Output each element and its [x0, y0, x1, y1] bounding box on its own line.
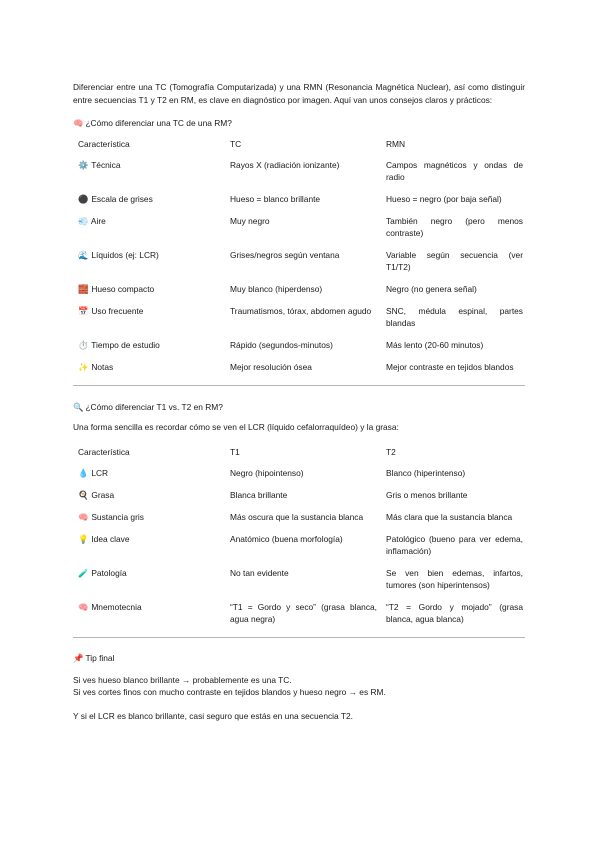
table-row: 💡 Idea clave Anatómico (buena morfología) Patológico (bueno para ver edema, inflamación)	[78, 534, 523, 556]
table-row: 💨 Aire Muy negro También negro (pero menos contraste)	[78, 216, 523, 238]
document-page	[73, 81, 525, 722]
wave-icon: 🌊	[78, 250, 89, 260]
sparkles-icon: ✨	[78, 362, 89, 372]
header-cell: Característica	[78, 447, 130, 457]
tip-line-2: Si ves cortes finos con mucho contraste en tejidos blandos y hueso negro → es RM.	[73, 687, 386, 697]
table-row: 📅 Uso frecuente Traumatismos, tórax, abdomen agudo SNC, médula espinal, partes blandas	[78, 306, 523, 328]
brain-icon: 🧠	[73, 118, 84, 128]
table-row: ⚙️ Técnica Rayos X (radiación ionizante) Campos magnéticos y ondas de radio	[78, 160, 523, 182]
table-row: ⚫ Escala de grises Hueso = blanco brillante Hueso = negro (por baja señal)	[78, 194, 502, 204]
brain-icon: 🧠	[78, 512, 89, 522]
t1-vs-t2-table	[73, 441, 525, 635]
brick-icon: 🧱	[78, 284, 89, 294]
header-cell: RMN	[386, 139, 406, 149]
section-divider	[73, 637, 525, 638]
table-row: 🧪 Patología No tan evidente Se ven bien edemas, infartos, tumores (son hiperintensos)	[78, 568, 523, 590]
table-row: 🍳 Grasa Blanca brillante Gris o menos brillante	[78, 490, 468, 500]
brain-icon: 🧠	[78, 602, 89, 612]
section2-subtitle: Una forma sencilla es recordar cómo se ven el LCR (líquido cefalorraquídeo) y la grasa:	[73, 422, 399, 432]
gear-icon: ⚙️	[78, 160, 89, 170]
table-header-row	[73, 133, 525, 159]
table-row: 🧠 Sustancia gris Más oscura que la sustancia blanca Más clara que la sustancia blanca	[78, 512, 513, 522]
tc-vs-rmn-table	[73, 133, 525, 383]
table-row: ⏱️ Tiempo de estudio Rápido (segundos-minutos) Más lento (20-60 minutos)	[78, 340, 484, 350]
intro-paragraph: Diferenciar entre una TC (Tomografía Computarizada) y una RMN (Resonancia Magnética Nuclear), así como distinguir entre secuencias T1 y T2 en RM, es clave en diagnóstico por imagen. Aquí van unos consejos claros y prácticos:	[73, 82, 525, 105]
section1-title: 🧠 ¿Cómo diferenciar una TC de una RM?	[73, 118, 232, 128]
header-cell: T2	[386, 447, 396, 457]
section2-title: 🔍 ¿Cómo diferenciar T1 vs. T2 en RM?	[73, 402, 223, 412]
egg-icon: 🍳	[78, 490, 89, 500]
header-cell: T1	[230, 447, 240, 457]
tip-line-3: Y si el LCR es blanco brillante, casi seguro que estás en una secuencia T2.	[73, 711, 353, 721]
table-row: 🧠 Mnemotecnia “T1 = Gordo y seco” (grasa blanca, agua negra) “T2 = Gordo y mojado” (grasa blanca, agua blanca)	[78, 602, 523, 624]
wind-icon: 💨	[78, 216, 89, 226]
tip-title: 📌 Tip final	[73, 653, 115, 663]
section-divider	[73, 385, 525, 386]
table-row: 💧 LCR Negro (hipointenso) Blanco (hiperintenso)	[78, 468, 466, 478]
header-cell: TC	[230, 139, 242, 149]
table-row: ✨ Notas Mejor resolución ósea Mejor contraste en tejidos blandos	[78, 362, 514, 372]
header-cell: Característica	[78, 139, 130, 149]
calendar-icon: 📅	[78, 306, 89, 316]
lightbulb-icon: 💡	[78, 534, 89, 544]
magnifier-icon: 🔍	[73, 402, 84, 412]
tip-line-1: Si ves hueso blanco brillante → probablemente es una TC.	[73, 675, 292, 685]
black-circle-icon: ⚫	[78, 194, 89, 204]
table-header-row	[73, 441, 525, 467]
table-row: 🌊 Líquidos (ej: LCR) Grises/negros según ventana Variable según secuencia (ver T1/T2)	[78, 250, 523, 272]
stopwatch-icon: ⏱️	[78, 340, 89, 350]
test-tube-icon: 🧪	[78, 568, 89, 578]
pushpin-icon: 📌	[73, 653, 84, 663]
table-row: 🧱 Hueso compacto Muy blanco (hiperdenso) Negro (no genera señal)	[78, 284, 477, 294]
droplet-icon: 💧	[78, 468, 89, 478]
